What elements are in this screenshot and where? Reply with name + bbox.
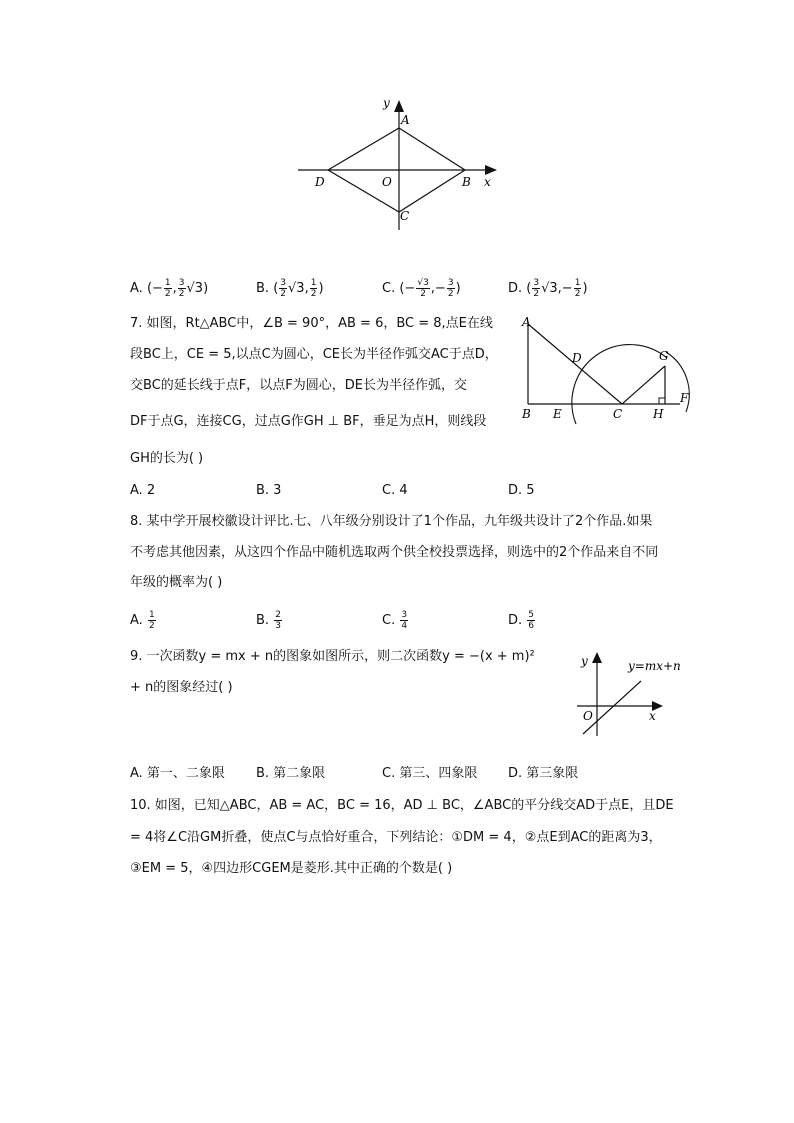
q9-label-x: x: [649, 709, 656, 723]
q6-option-c[interactable]: C. (− $\frac{√3}{2}$ ,− $\frac{3}{2}$ ): [382, 278, 461, 299]
q8-line-3: 年级的概率为( ): [130, 575, 223, 590]
q9-option-c[interactable]: C. 第三、四象限: [382, 766, 478, 781]
q8-option-d[interactable]: D. $\frac{5}{6}$: [508, 610, 535, 631]
q7-line-5: GH的长为( ): [130, 451, 204, 466]
q8-line-2: 不考虑其他因素，从这四个作品中随机选取两个供全校投票选择，则选中的2个作品来自不同: [130, 545, 659, 560]
q9-line-1: 9. 一次函数y = mx + n的图象如图所示，则二次函数y = −(x + m)²: [130, 649, 535, 664]
q9-label-eq: y=mx+n: [628, 659, 681, 673]
label-C: C: [400, 209, 410, 223]
q9-option-a[interactable]: A. 第一、二象限: [130, 766, 225, 781]
q10-line-1: 10. 如图，已知△ABC，AB = AC，BC = 16，AD ⊥ BC，∠ABC的平分线交AD于点E，且DE: [130, 798, 674, 813]
label-O: O: [382, 175, 392, 189]
q7-line-4: DF于点G，连接CG，过点G作GH ⊥ BF，垂足为点H，则线段: [130, 414, 487, 429]
q7-label-H: H: [653, 407, 664, 421]
q7-option-b[interactable]: B. 3: [256, 483, 282, 498]
q7-label-G: G: [659, 349, 669, 363]
q9-option-b[interactable]: B. 第二象限: [256, 766, 326, 781]
q7-line-3: 交BC的延长线于点F，以点F为圆心，DE长为半径作弧，交: [130, 378, 467, 393]
q8-option-b[interactable]: B. $\frac{2}{3}$: [256, 610, 281, 631]
label-A: A: [401, 113, 410, 127]
label-D: D: [315, 175, 325, 189]
q7-figure: [518, 312, 693, 427]
q7-label-E: E: [553, 407, 562, 421]
x-axis-arrow: [485, 165, 497, 175]
q7-line-2: 段BC上，CE = 5,以点C为圆心，CE长为半径作弧交AC于点D，: [130, 347, 498, 362]
q7-option-a[interactable]: A. 2: [130, 483, 156, 498]
label-y: y: [383, 96, 390, 110]
q7-option-c[interactable]: C. 4: [382, 483, 408, 498]
q9-label-O: O: [583, 709, 593, 723]
q7-label-C: C: [613, 407, 623, 421]
q8-option-c[interactable]: C. $\frac{3}{4}$: [382, 610, 408, 631]
q10-line-2: = 4将∠C沿GM折叠，使点C与点恰好重合，下列结论：①DM = 4，②点E到AC的距离为3，: [130, 830, 662, 845]
q10-line-3: ③EM = 5，④四边形CGEM是菱形.其中正确的个数是( ): [130, 861, 453, 876]
q7-option-d[interactable]: D. 5: [508, 483, 535, 498]
q7-label-A: A: [522, 315, 531, 329]
q6-option-d[interactable]: D. ( $\frac{3}{2}$ √3,− $\frac{1}{2}$ ): [508, 278, 588, 299]
q9-graph-line: [583, 681, 641, 734]
q9-option-d[interactable]: D. 第三象限: [508, 766, 579, 781]
q7-label-D: D: [572, 351, 582, 365]
y-axis-arrow: [394, 100, 404, 112]
q9-label-y: y: [581, 654, 588, 668]
q6-option-b[interactable]: B. ( $\frac{3}{2}$ √3, $\frac{1}{2}$ ): [256, 278, 324, 299]
rhombus-figure: [295, 92, 505, 234]
right-angle-mark: [659, 398, 665, 404]
q8-option-a[interactable]: A. $\frac{1}{2}$: [130, 610, 155, 631]
label-B: B: [462, 175, 471, 189]
q7-label-B: B: [522, 407, 531, 421]
q6-option-a[interactable]: A. (− $\frac{1}{2}$ , $\frac{3}{2}$ √3): [130, 278, 209, 299]
q9-y-axis-arrow: [592, 652, 602, 663]
q8-line-1: 8. 某中学开展校徽设计评比.七、八年级分别设计了1个作品，九年级共设计了2个作品.如果: [130, 514, 653, 529]
q9-figure: [575, 648, 695, 740]
label-x: x: [484, 175, 491, 189]
q9-line-2: + n的图象经过( ): [130, 680, 233, 695]
q7-label-F: F: [680, 391, 689, 405]
q7-line-1: 7. 如图，Rt△ABC中，∠B = 90°，AB = 6，BC = 8,点E在线: [130, 316, 493, 331]
